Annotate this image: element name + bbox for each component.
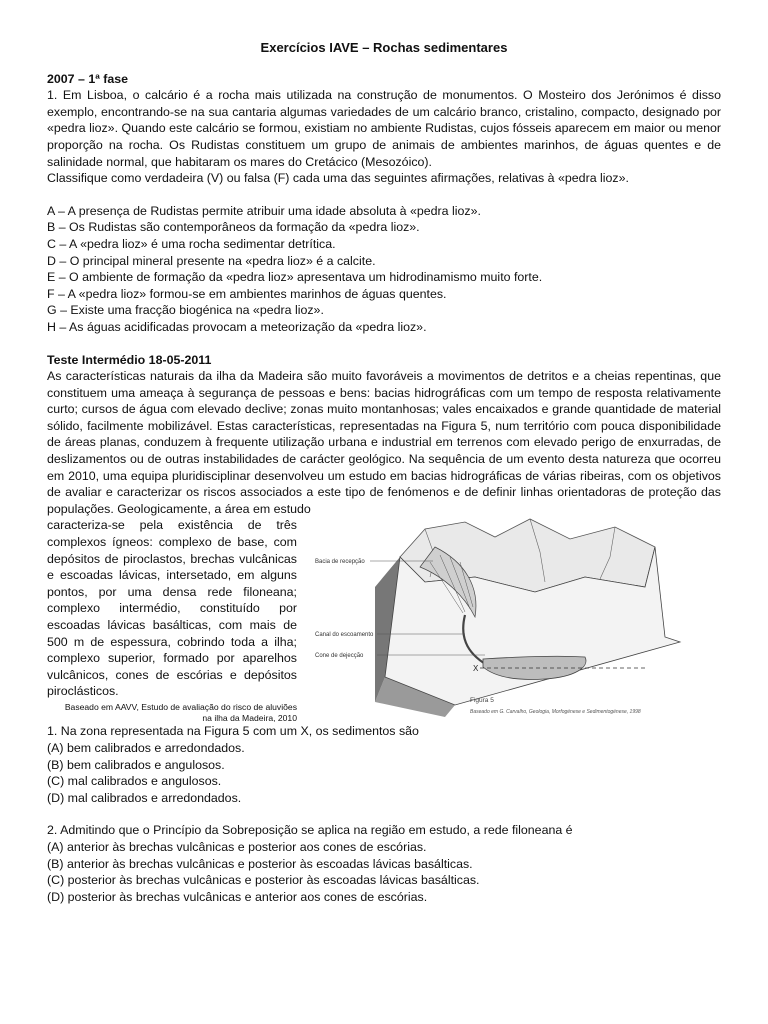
section2-intro: As características naturais da ilha da Madeira são muito favoráveis a movimentos de detritos e a cheias repentinas, que constituem uma ameaça à segurança de pessoas e bens: bacias hidrográficas com um tempo de resposta relativamente curto; cursos de água com elevado declive; zonas muito montanhosas; vales encaixados e grande quantidade de material sólido, facilmente mobilizável. Estas características, representadas na Figura 5, num território com pouca disponibilidade de áreas planas, conduzem à frequente utilização urbana e industrial em terrenos com elevado perigo de enxurradas, de deslizamentos ou de outras instabilidades de carácter geológico. Na sequência de um evento desta natureza que ocorreu em 2010, uma equipa pluridisciplinar desenvolveu um estudo em bacias hidrográficas de várias ribeiras, com os objetivos de avaliar e caracterizar os riscos associados a este tipo de fenómenos e de definir linhas orientadoras de proteção das populações. Geologicamente, a área em estudo (47, 369, 721, 516)
q1-option-b: (B) bem calibrados e angulosos. (47, 757, 225, 772)
text-figure-row (47, 517, 721, 724)
statement-b: B – Os Rudistas são contemporâneos da formação da «pedra lioz». (47, 220, 420, 235)
q2-stem: 2. Admitindo que o Princípio da Sobreposição se aplica na região em estudo, a rede filoneana é (47, 823, 573, 838)
statement-a: A – A presença de Rudistas permite atribuir uma idade absoluta à «pedra lioz». (47, 203, 481, 218)
statement-h: H – As águas acidificadas provocam a meteorização da «pedra lioz». (47, 319, 427, 334)
q2-option-a: (A) anterior às brechas vulcânicas e posterior aos cones de escórias. (47, 840, 427, 854)
q1-option-a: (A) bem calibrados e arredondados. (47, 741, 245, 756)
q2-option-c: (C) posterior às brechas vulcânicas e posterior às escoadas lávicas basálticas. (47, 873, 480, 888)
statement-e: E – O ambiente de formação da «pedra lioz» apresentava um hidrodinamismo muito forte. (47, 270, 543, 285)
alluvial-fan-diagram (315, 517, 725, 717)
label-cone: Cone de dejecção (315, 653, 364, 660)
q2-option-d: (D) posterior às brechas vulcânicas e anterior aos cones de escórias. (47, 889, 428, 904)
q1-stem: 1. Na zona representada na Figura 5 com um X, os sedimentos são (47, 724, 419, 739)
statement-list (47, 203, 721, 336)
x-label: X (473, 664, 479, 674)
statement-f: F – A «pedra lioz» formou-se em ambientes marinhos de águas quentes. (47, 286, 447, 301)
q1-option-c: (C) mal calibrados e angulosos. (47, 774, 222, 789)
page-title: Exercícios IAVE – Rochas sedimentares (260, 40, 508, 55)
source-line-1: Baseado em AAVV, Estudo de avaliação do risco de aluviões (64, 701, 297, 712)
source-citation (47, 702, 297, 725)
section1-instruction: Classifique como verdadeira (V) ou falsa (F) cada uma das seguintes afirmações, relativas à «pedra lioz». (47, 171, 629, 186)
q1-options (47, 740, 721, 806)
section1-intro: 1. Em Lisboa, o calcário é a rocha mais utilizada na construção de monumentos. O Mosteiro dos Jerónimos é disso exemplo, encontrando-se na sua cantaria algumas variedades de um calcário branco, cristalino, compacto, designado por «pedra lioz». Quando este calcário se formou, existiam no ambiente Rudistas, cujos fósseis aparecem em maior ou menor proporção na rocha. Os Rudistas constituem um grupo de animais de ambientes marinhos, de águas quentes e de salinidade normal, que habitaram os mares do Cretácico (Mesozóico). (47, 88, 721, 169)
figure-credit: Baseado em G. Carvalho, Geologia, Morfogénese e Sedimentogénese, 1998 (470, 709, 641, 716)
q2-options (47, 839, 721, 905)
statement-c: C – A «pedra lioz» é uma rocha sedimentar detrítica. (47, 236, 336, 251)
q1-option-d: (D) mal calibrados e arredondados. (47, 790, 242, 805)
document-page (47, 40, 721, 905)
geology-description (47, 517, 297, 725)
source-line-2: na ilha da Madeira, 2010 (202, 713, 297, 724)
label-bacia: Bacia de recepção (315, 559, 365, 566)
section1-heading: 2007 – 1ª fase (47, 71, 129, 86)
geology-text: caracteriza-se pela existência de três complexos ígneos: complexo de base, com depósitos de piroclastos, brechas vulcânicas e escoadas lávicas, intersetado, em alguns pontos, por uma densa rede filoneana; complexo intermédio, constituído por escoadas lávicas basálticas, com mais de 500 m de espessura, cobrindo toda a ilha; complexo superior, formado por aparelhos vulcânicos, cones de escórias e depósitos piroclásticos. (47, 518, 297, 699)
section2-heading: Teste Intermédio 18-05-2011 (47, 352, 212, 367)
statement-g: G – Existe uma fracção biogénica na «pedra lioz». (47, 303, 324, 318)
label-canal: Canal do escoamento (315, 632, 374, 639)
figure-5 (315, 517, 725, 717)
statement-d: D – O principal mineral presente na «pedra lioz» é a calcite. (47, 253, 376, 268)
figure-caption: Figura 5 (470, 697, 494, 705)
q2-option-b: (B) anterior às brechas vulcânicas e posterior às escoadas lávicas basálticas. (47, 856, 473, 871)
